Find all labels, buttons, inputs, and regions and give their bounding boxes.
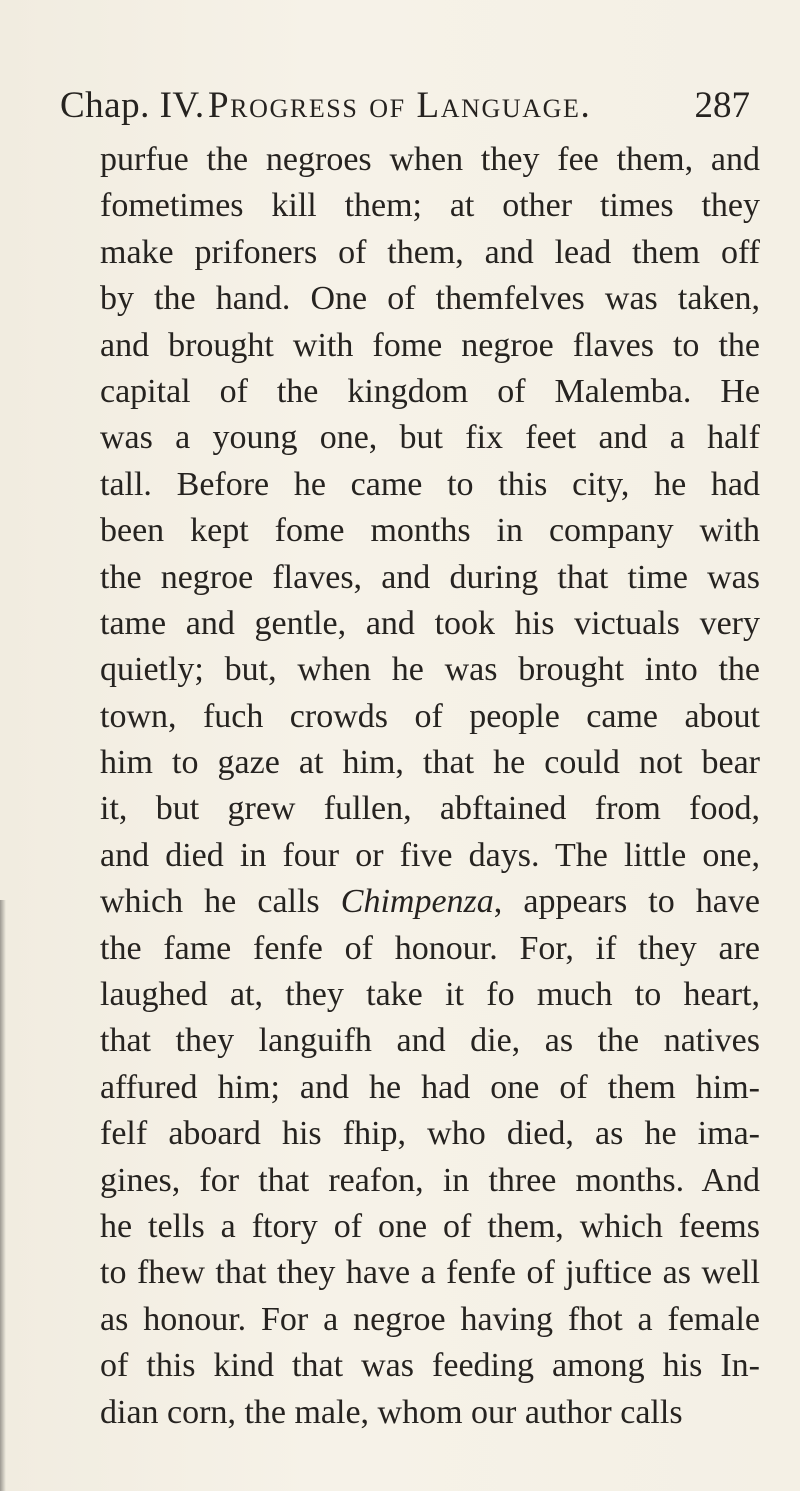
- text-line: to fhew that they have a fenfe of juftice as well: [100, 1254, 760, 1292]
- text-line: town, fuch crowds of people came about: [100, 697, 760, 735]
- running-title: Progress of Language.: [208, 85, 592, 126]
- text-line: tame and gentle, and took his victuals very: [100, 604, 760, 642]
- text-line: it, but grew fullen, abftained from food,: [100, 790, 760, 828]
- text-line: was a young one, but fix feet and a half: [100, 419, 760, 457]
- page-edge-shadow: [0, 900, 6, 1491]
- text-line: and died in four or five days. The little one,: [100, 836, 760, 874]
- text-line: laughed at, they take it fo much to heart,: [100, 976, 760, 1014]
- text-line: him to gaze at him, that he could not bear: [100, 744, 760, 782]
- text-line: he tells a ftory of one of them, which feems: [100, 1207, 760, 1245]
- text-line-with-italic: [100, 879, 760, 925]
- text-line: dian corn, the male, whom our author calls: [100, 1393, 683, 1431]
- text-line: gines, for that reafon, in three months. And: [100, 1161, 760, 1199]
- text-line: fometimes kill them; at other times they: [100, 187, 760, 225]
- text-line: affured him; and he had one of them him-: [100, 1068, 760, 1106]
- italic-term: Chimpenza: [340, 883, 494, 921]
- text-line: capital of the kingdom of Malemba. He: [100, 372, 760, 410]
- text-line: and brought with fome negroe flaves to the: [100, 326, 760, 364]
- text-line: felf aboard his fhip, who died, as he ima-: [100, 1115, 760, 1153]
- text-line: the negroe flaves, and during that time was: [100, 558, 760, 596]
- running-header: [60, 76, 750, 136]
- line-head: which he calls: [100, 883, 341, 921]
- text-line: quietly; but, when he was brought into the: [100, 651, 760, 689]
- page-number: 287: [694, 85, 750, 126]
- text-line: been kept fome months in company with: [100, 512, 760, 550]
- text-line: by the hand. One of themfelves was taken,: [100, 280, 760, 318]
- text-line: purfue the negroes when they fee them, and: [100, 141, 760, 178]
- text-line: that they languifh and die, as the natives: [100, 1022, 760, 1060]
- text-line: as honour. For a negroe having fhot a female: [100, 1300, 760, 1338]
- text-line: of this kind that was feeding among his In-: [100, 1347, 760, 1385]
- text-line: the fame fenfe of honour. For, if they are: [100, 929, 760, 967]
- line-tail: , appears to have: [493, 883, 760, 921]
- text-line: tall. Before he came to this city, he had: [100, 465, 760, 503]
- chapter-label: Chap. IV.: [60, 85, 205, 126]
- text-line: make prifoners of them, and lead them off: [100, 233, 760, 271]
- body-text: [100, 137, 760, 1436]
